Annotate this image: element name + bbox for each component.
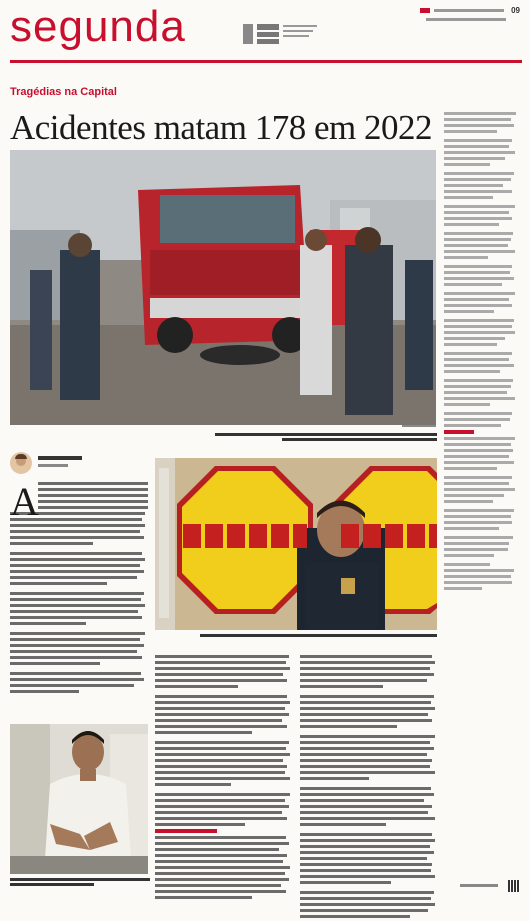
column-2-subhead (155, 829, 293, 833)
masthead (0, 0, 530, 66)
author-avatar (10, 452, 32, 474)
side-column (444, 112, 520, 593)
article-body-column-2 (155, 655, 293, 902)
man-portrait-caption (10, 878, 150, 886)
photo-caption (215, 433, 437, 441)
article-kicker: Tragédias na Capital (10, 86, 117, 98)
lei-seca-sign-text (183, 524, 307, 548)
lei-seca-sign-text-2 (341, 524, 437, 548)
dropcap: A (10, 479, 39, 524)
page-meta (408, 6, 520, 32)
article-body-column-1 (10, 479, 148, 696)
side-column-text (444, 112, 520, 590)
section-title: segunda (10, 2, 186, 51)
page-meta-date-graphic (426, 18, 506, 21)
man-portrait-photo (10, 724, 148, 874)
newspaper-logo (243, 22, 333, 48)
article-headline: Acidentes matam 178 em 2022 (10, 108, 432, 147)
page-footer (460, 880, 520, 892)
article-body-column-3 (300, 655, 438, 921)
side-subhead (444, 430, 520, 434)
author-role (38, 464, 68, 467)
author-byline (10, 452, 150, 474)
page-meta-graphic (420, 8, 506, 13)
header-rule (10, 60, 522, 63)
accident-truck-photo (10, 150, 436, 425)
page-number: 09 (511, 6, 520, 15)
lei-seca-caption (200, 634, 437, 637)
photo-credit (402, 425, 436, 427)
author-name (38, 456, 82, 460)
man-portrait-image (10, 724, 148, 874)
accident-scene-image (10, 150, 436, 425)
lei-seca-photo (155, 458, 437, 630)
